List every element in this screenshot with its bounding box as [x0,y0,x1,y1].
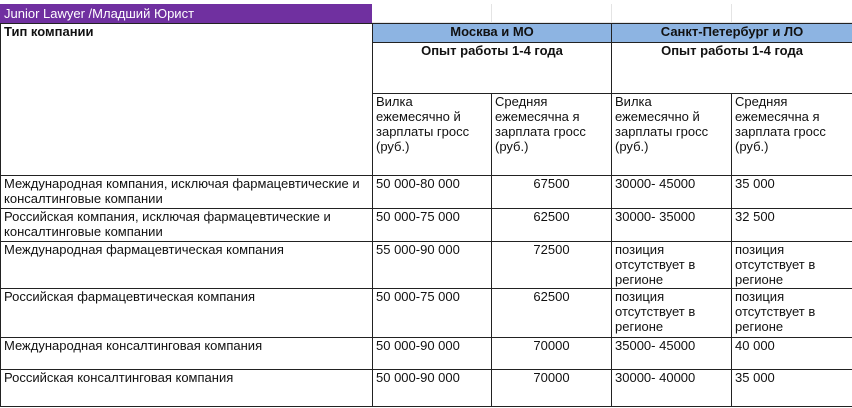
spb-average-cell[interactable]: 35 000 [732,370,852,407]
grid-line [611,4,612,23]
spb-average-cell[interactable]: позиция отсутствует в регионе [732,289,852,338]
grid-line [491,4,492,23]
spb-range-cell[interactable]: 30000- 35000 [612,209,732,242]
spb-average-cell[interactable]: 40 000 [732,338,852,370]
sheet-title[interactable]: Junior Lawyer /Младший Юрист [0,4,372,23]
company-type-cell[interactable]: Российская компания, исключая фармацевтические и консалтинговые компании [1,209,373,242]
spb-range-cell[interactable]: позиция отсутствует в регионе [612,289,732,338]
company-type-cell[interactable]: Международная фармацевтическая компания [1,242,373,289]
moscow-range-cell[interactable]: 50 000-75 000 [373,289,492,338]
moscow-average-cell[interactable]: 72500 [492,242,612,289]
spb-average-cell[interactable]: 32 500 [732,209,852,242]
spb-average-cell[interactable]: позиция отсутствует в регионе [732,242,852,289]
spb-average-header[interactable]: Средняя ежемесячна я зарплата гросс (руб.) [732,94,852,176]
moscow-range-cell[interactable]: 55 000-90 000 [373,242,492,289]
moscow-average-cell[interactable]: 70000 [492,338,612,370]
grid-line [731,4,732,23]
moscow-average-cell[interactable]: 70000 [492,370,612,407]
salary-table [0,23,852,407]
spb-range-cell[interactable]: 35000- 45000 [612,338,732,370]
moscow-range-cell[interactable]: 50 000-80 000 [373,176,492,209]
company-type-cell[interactable]: Международная консалтинговая компания [1,338,373,370]
moscow-range-cell[interactable]: 50 000-90 000 [373,370,492,407]
moscow-range-cell[interactable]: 50 000-75 000 [373,209,492,242]
spb-experience-header[interactable]: Опыт работы 1-4 года [612,43,852,94]
table-row [1,209,852,242]
spb-range-cell[interactable]: позиция отсутствует в регионе [612,242,732,289]
region-header-row [1,24,852,43]
empty-header-cells [372,4,852,23]
table-row [1,289,852,338]
table-row [1,242,852,289]
moscow-average-header[interactable]: Средняя ежемесячна я зарплата гросс (руб.) [492,94,612,176]
spb-range-cell[interactable]: 30000- 40000 [612,370,732,407]
region-moscow-header[interactable]: Москва и МО [373,24,612,43]
spb-range-header[interactable]: Вилка ежемесячно й зарплаты гросс (руб.) [612,94,732,176]
company-type-cell[interactable]: Российская фармацевтическая компания [1,289,373,338]
company-type-cell[interactable]: Российская консалтинговая компания [1,370,373,407]
spb-range-cell[interactable]: 30000- 45000 [612,176,732,209]
moscow-experience-header[interactable]: Опыт работы 1-4 года [373,43,612,94]
table-row [1,338,852,370]
company-type-cell[interactable]: Международная компания, исключая фармацевтические и консалтинговые компании [1,176,373,209]
moscow-range-header[interactable]: Вилка ежемесячно й зарплаты гросс (руб.) [373,94,492,176]
moscow-range-cell[interactable]: 50 000-90 000 [373,338,492,370]
moscow-average-cell[interactable]: 67500 [492,176,612,209]
moscow-average-cell[interactable]: 62500 [492,209,612,242]
region-spb-header[interactable]: Санкт-Петербург и ЛО [612,24,852,43]
company-type-header[interactable]: Тип компании [1,24,373,176]
table-row [1,370,852,407]
moscow-average-cell[interactable]: 62500 [492,289,612,338]
table-row [1,176,852,209]
spb-average-cell[interactable]: 35 000 [732,176,852,209]
